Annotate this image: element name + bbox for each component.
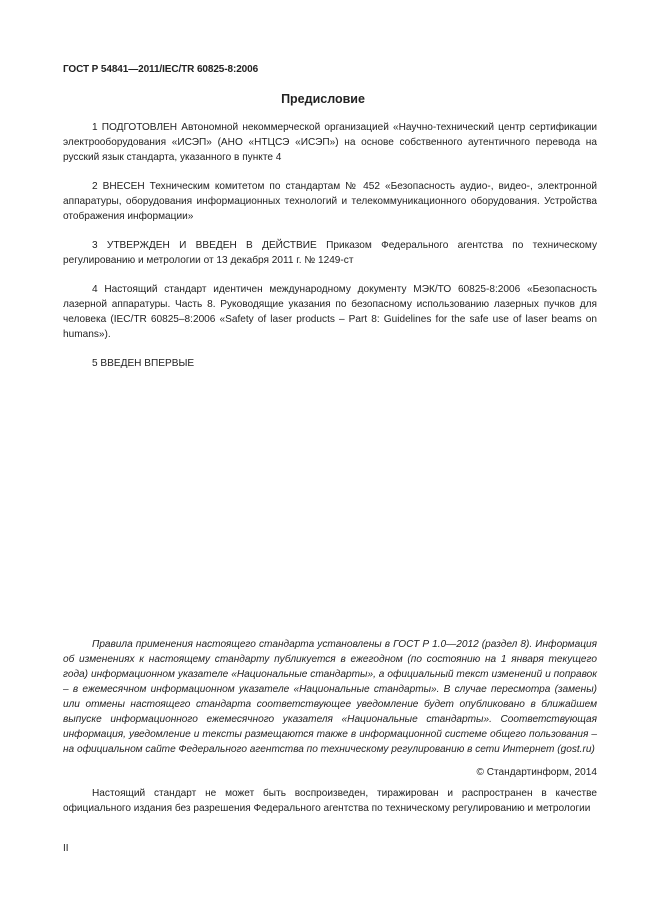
footer-block [63,637,597,816]
reproduction-notice: Настоящий стандарт не может быть воспроизведен, тиражирован и распространен в качестве официального издания без разрешения Федерального агентства по техническому регулированию и метрологии [63,788,597,814]
paragraph-identical: 4 Настоящий стандарт идентичен международному документу МЭК/ТО 60825-8:2006 «Безопасность лазерной аппаратуры. Часть 8. Руководящие указания по безопасному использованию лазерных пучков для человека (IEC/TR 60825–8:2006 «Safety of laser products – Part 8: Guidelines for the safe use of laser beams on humans»). [63,284,597,340]
copyright: © Стандартинформ, 2014 [476,767,597,778]
paragraph-first-introduced: 5 ВВЕДЕН ВПЕРВЫЕ [92,358,195,369]
application-rules-note: Правила применения настоящего стандарта установлены в ГОСТ Р 1.0—2012 (раздел 8). Информация об изменениях к настоящему стандарту публикуется в ежегодном (по состоянию на 1 января текущего года) информационном указателе «Национальные стандарты», а официальный текст изменений и поправок – в ежемесячном информационном указателе «Национальные стандарты». В случае пересмотра (замены) или отмены настоящего стандарта соответствующее уведомление будет опубликовано в ближайшем выпуске информационного ежемесячного указателя «Национальные стандарты». Соответствующая информация, уведомление и тексты размещаются также в информационной системе общего пользования – на официальном сайте Федерального агентства по техническому регулированию в сети Интернет (gost.ru) [63,639,597,755]
page-title: Предисловие [281,92,365,106]
document-designation: ГОСТ Р 54841—2011/IEC/TR 60825-8:2006 [63,64,259,75]
paragraph-approved: 3 УТВЕРЖДЕН И ВВЕДЕН В ДЕЙСТВИЕ Приказом Федерального агентства по техническому регулированию и метрологии от 13 декабря 2011 г. № 1249-ст [63,240,597,266]
paragraph-prepared: 1 ПОДГОТОВЛЕН Автономной некоммерческой организацией «Научно-технический центр сертификации электрооборудования «ИСЭП» (АНО «НТЦСЭ «ИСЭП») на основе собственного аутентичного перевода на русский язык стандарта, указанного в пункте 4 [63,122,597,163]
foreword-body [63,120,597,385]
page-number: II [63,843,69,854]
paragraph-introduced: 2 ВНЕСЕН Техническим комитетом по стандартам № 452 «Безопасность аудио-, видео-, электронной аппаратуры, оборудования информационных технологий и телекоммуникационного оборудования. Устройства отображения информации» [63,181,597,222]
